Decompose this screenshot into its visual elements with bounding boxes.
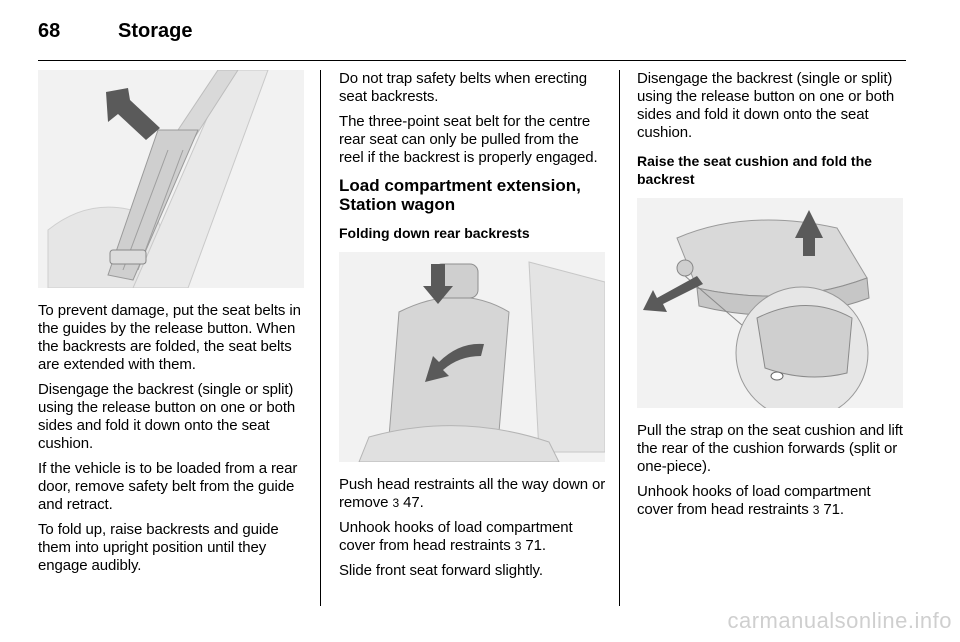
paragraph-text: Push head restraints all the way down or remove (339, 476, 606, 511)
paragraph: If the vehicle is to be loaded from a rear door, remove safety belt from the guide and retract. (38, 460, 298, 513)
seat-belt-guide-svg (38, 70, 304, 288)
paragraph: To prevent damage, put the seat belts in the guides by the release button. When the backrests are folded, the seat belts are extended with them. (38, 302, 301, 373)
paragraph: Slide front seat forward slightly. (339, 562, 543, 579)
paragraph: To fold up, raise backrests and guide them into upright position until they engage audibly. (38, 521, 279, 574)
column-1 (38, 70, 306, 582)
section-heading: Load compartment extension, Station wagon (339, 176, 581, 214)
paragraph: Disengage the backrest (single or split) using the release button on one or both sides and fold it down onto the seat cushion. (637, 70, 895, 141)
paragraph (339, 519, 607, 555)
watermark: carmanualsonline.info (727, 608, 952, 633)
header-rule (38, 60, 906, 61)
paragraph: Do not trap safety belts when erecting seat backrests. (339, 70, 588, 105)
paragraph (339, 476, 607, 512)
page-ref-link[interactable]: 71. (823, 501, 844, 518)
page-ref-link[interactable]: 71. (525, 537, 546, 554)
page-number: 68 (38, 20, 61, 42)
column-3 (637, 70, 905, 526)
raise-seat-cushion-svg (637, 198, 903, 408)
column-divider (320, 70, 321, 606)
section-title: Storage (118, 20, 193, 42)
paragraph: The three-point seat belt for the centre rear seat can only be pulled from the reel if the backrest is properly engaged. (339, 113, 598, 166)
raise-seat-cushion-illustration-icon (637, 198, 903, 408)
column-divider (619, 70, 620, 606)
seat-belt-guide-illustration-icon (38, 70, 304, 288)
fold-backrest-illustration-icon (339, 252, 605, 462)
column-2 (339, 70, 607, 587)
paragraph-text: Unhook hooks of load compartment cover from head restraints (339, 519, 573, 554)
paragraph: Disengage the backrest (single or split) using the release button on one or both sides and fold it down onto the seat cushion. (38, 381, 296, 452)
subheading: Raise the seat cushion and fold the backrest (637, 153, 872, 187)
page-ref-icon: 3 (514, 539, 522, 553)
paragraph-text: Unhook hooks of load compartment cover from head restraints (637, 483, 871, 518)
page-ref-link[interactable]: 47. (403, 494, 424, 511)
fold-backrest-svg (339, 252, 605, 462)
page-ref-icon: 3 (392, 496, 400, 510)
paragraph: Pull the strap on the seat cushion and lift the rear of the cushion forwards (split or one-piece). (637, 422, 903, 475)
page-ref-icon: 3 (812, 503, 820, 517)
subheading: Folding down rear backrests (339, 225, 530, 241)
page-header (38, 20, 908, 48)
paragraph (637, 483, 905, 519)
